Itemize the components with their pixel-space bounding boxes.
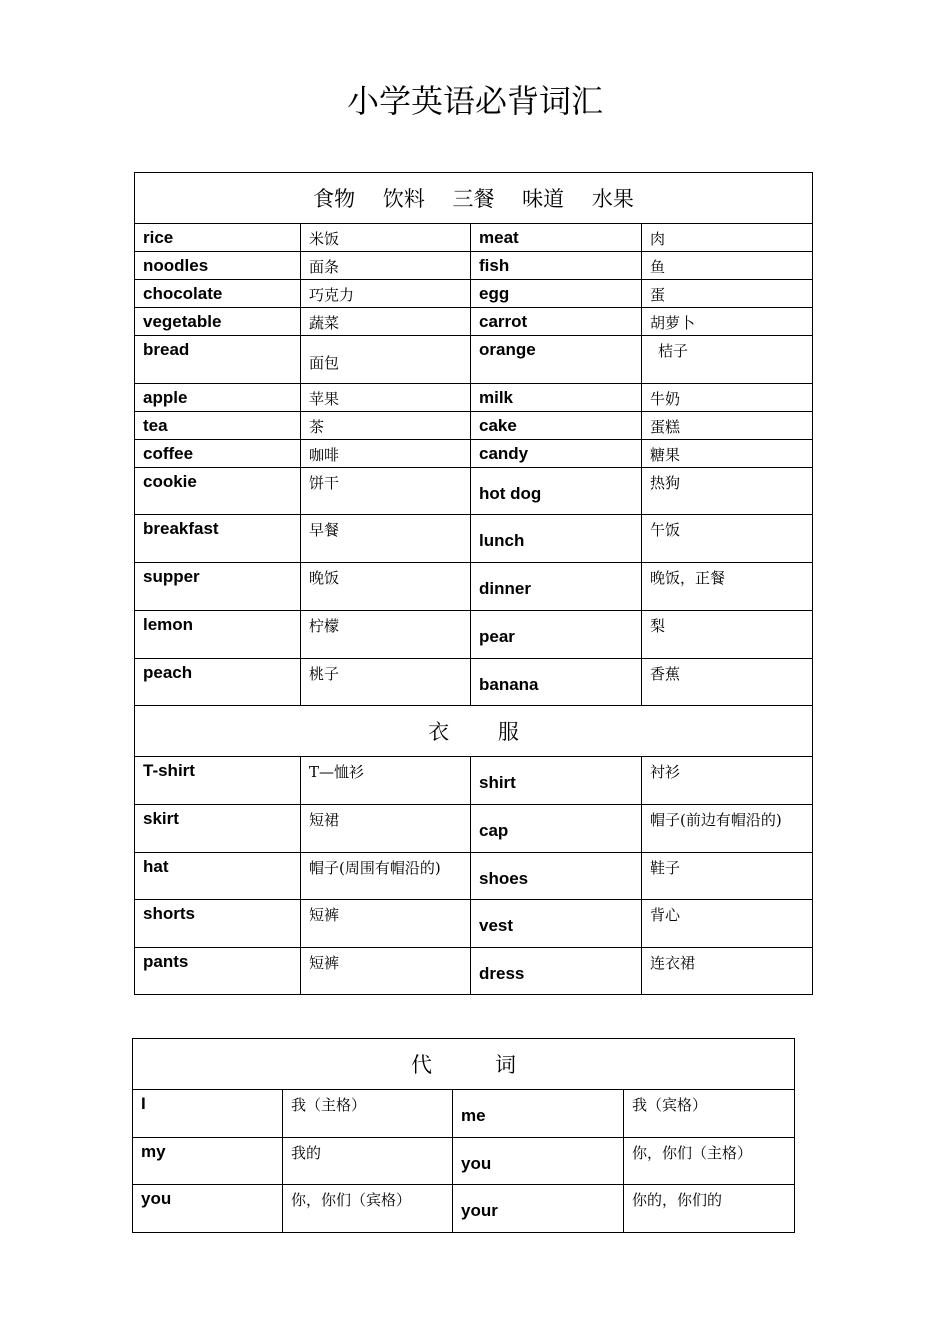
english-word: meat (471, 224, 642, 252)
chinese-meaning: 糖果 (642, 440, 813, 468)
chinese-meaning: 苹果 (301, 384, 471, 412)
english-word: vest (471, 900, 642, 948)
english-word: hat (135, 853, 301, 900)
table-row (135, 805, 813, 853)
table-row (135, 440, 813, 468)
chinese-meaning: 香蕉 (642, 659, 813, 706)
table-row (135, 659, 813, 706)
table-row (133, 1138, 795, 1185)
chinese-meaning: 胡萝卜 (642, 308, 813, 336)
chinese-meaning: 我（宾格） (624, 1090, 795, 1138)
english-word: breakfast (135, 515, 301, 563)
english-word: dinner (471, 563, 642, 611)
english-word: peach (135, 659, 301, 706)
english-word: fish (471, 252, 642, 280)
table-row (135, 252, 813, 280)
chinese-meaning: 连衣裙 (642, 948, 813, 995)
pronouns-table (132, 1038, 795, 1233)
page-title: 小学英语必背词汇 (346, 82, 603, 120)
english-word: you (453, 1138, 624, 1185)
english-word: milk (471, 384, 642, 412)
table-row (133, 1185, 795, 1233)
english-word: coffee (135, 440, 301, 468)
chinese-meaning: 桔子 (642, 336, 813, 384)
chinese-meaning: 衬衫 (642, 757, 813, 805)
chinese-meaning: 蛋 (642, 280, 813, 308)
english-word: hot dog (471, 468, 642, 515)
english-word: rice (135, 224, 301, 252)
chinese-meaning: 桃子 (301, 659, 471, 706)
chinese-meaning: 牛奶 (642, 384, 813, 412)
english-word: bread (135, 336, 301, 384)
chinese-meaning: 晚饭，正餐 (642, 563, 813, 611)
table-row (135, 384, 813, 412)
table-row (135, 611, 813, 659)
table-row (135, 224, 813, 252)
english-word: your (453, 1185, 624, 1233)
english-word: you (133, 1185, 283, 1233)
chinese-meaning: 咖啡 (301, 440, 471, 468)
chinese-meaning: 巧克力 (301, 280, 471, 308)
chinese-meaning: 背心 (642, 900, 813, 948)
pronouns-section-header: 代 词 (133, 1039, 795, 1090)
food-clothes-table (134, 172, 813, 995)
chinese-meaning: 午饭 (642, 515, 813, 563)
english-word: vegetable (135, 308, 301, 336)
english-word: cake (471, 412, 642, 440)
english-word: pants (135, 948, 301, 995)
english-word: lunch (471, 515, 642, 563)
english-word: pear (471, 611, 642, 659)
chinese-meaning: 柠檬 (301, 611, 471, 659)
chinese-meaning: 热狗 (642, 468, 813, 515)
table-row (135, 468, 813, 515)
chinese-meaning: T—恤衫 (301, 757, 471, 805)
chinese-meaning: 肉 (642, 224, 813, 252)
english-word: supper (135, 563, 301, 611)
chinese-meaning: 晚饭 (301, 563, 471, 611)
table-row (135, 280, 813, 308)
chinese-meaning: 梨 (642, 611, 813, 659)
chinese-meaning: 面条 (301, 252, 471, 280)
english-word: candy (471, 440, 642, 468)
chinese-meaning: 米饭 (301, 224, 471, 252)
english-word: lemon (135, 611, 301, 659)
english-word: egg (471, 280, 642, 308)
table-row (135, 563, 813, 611)
food-section-header: 食物 饮料 三餐 味道 水果 (135, 173, 813, 224)
table-row (135, 515, 813, 563)
table-row (135, 853, 813, 900)
table-row (133, 1090, 795, 1138)
english-word: dress (471, 948, 642, 995)
chinese-meaning: 短裤 (301, 900, 471, 948)
chinese-meaning: 你，你们（宾格） (283, 1185, 453, 1233)
english-word: my (133, 1138, 283, 1185)
chinese-meaning: 蔬菜 (301, 308, 471, 336)
english-word: me (453, 1090, 624, 1138)
chinese-meaning: 短裙 (301, 805, 471, 853)
english-word: shoes (471, 853, 642, 900)
chinese-meaning: 饼干 (301, 468, 471, 515)
english-word: I (133, 1090, 283, 1138)
english-word: shirt (471, 757, 642, 805)
english-word: chocolate (135, 280, 301, 308)
english-word: orange (471, 336, 642, 384)
chinese-meaning: 我的 (283, 1138, 453, 1185)
chinese-meaning: 短裤 (301, 948, 471, 995)
chinese-meaning: 鞋子 (642, 853, 813, 900)
english-word: skirt (135, 805, 301, 853)
english-word: carrot (471, 308, 642, 336)
english-word: shorts (135, 900, 301, 948)
english-word: cookie (135, 468, 301, 515)
english-word: noodles (135, 252, 301, 280)
english-word: apple (135, 384, 301, 412)
table-row (135, 308, 813, 336)
chinese-meaning: 你的，你们的 (624, 1185, 795, 1233)
chinese-meaning: 面包 (301, 336, 471, 384)
table-row (135, 900, 813, 948)
english-word: T-shirt (135, 757, 301, 805)
chinese-meaning: 你，你们（主格） (624, 1138, 795, 1185)
chinese-meaning: 茶 (301, 412, 471, 440)
chinese-meaning: 蛋糕 (642, 412, 813, 440)
english-word: cap (471, 805, 642, 853)
table-row (135, 336, 813, 384)
english-word: banana (471, 659, 642, 706)
table-row (135, 948, 813, 995)
table-row (135, 757, 813, 805)
chinese-meaning: 早餐 (301, 515, 471, 563)
table-row (135, 412, 813, 440)
clothes-section-header: 衣 服 (135, 706, 813, 757)
chinese-meaning: 鱼 (642, 252, 813, 280)
english-word: tea (135, 412, 301, 440)
chinese-meaning: 帽子(前边有帽沿的) (642, 805, 813, 853)
chinese-meaning: 我（主格） (283, 1090, 453, 1138)
chinese-meaning: 帽子(周围有帽沿的) (301, 853, 471, 900)
